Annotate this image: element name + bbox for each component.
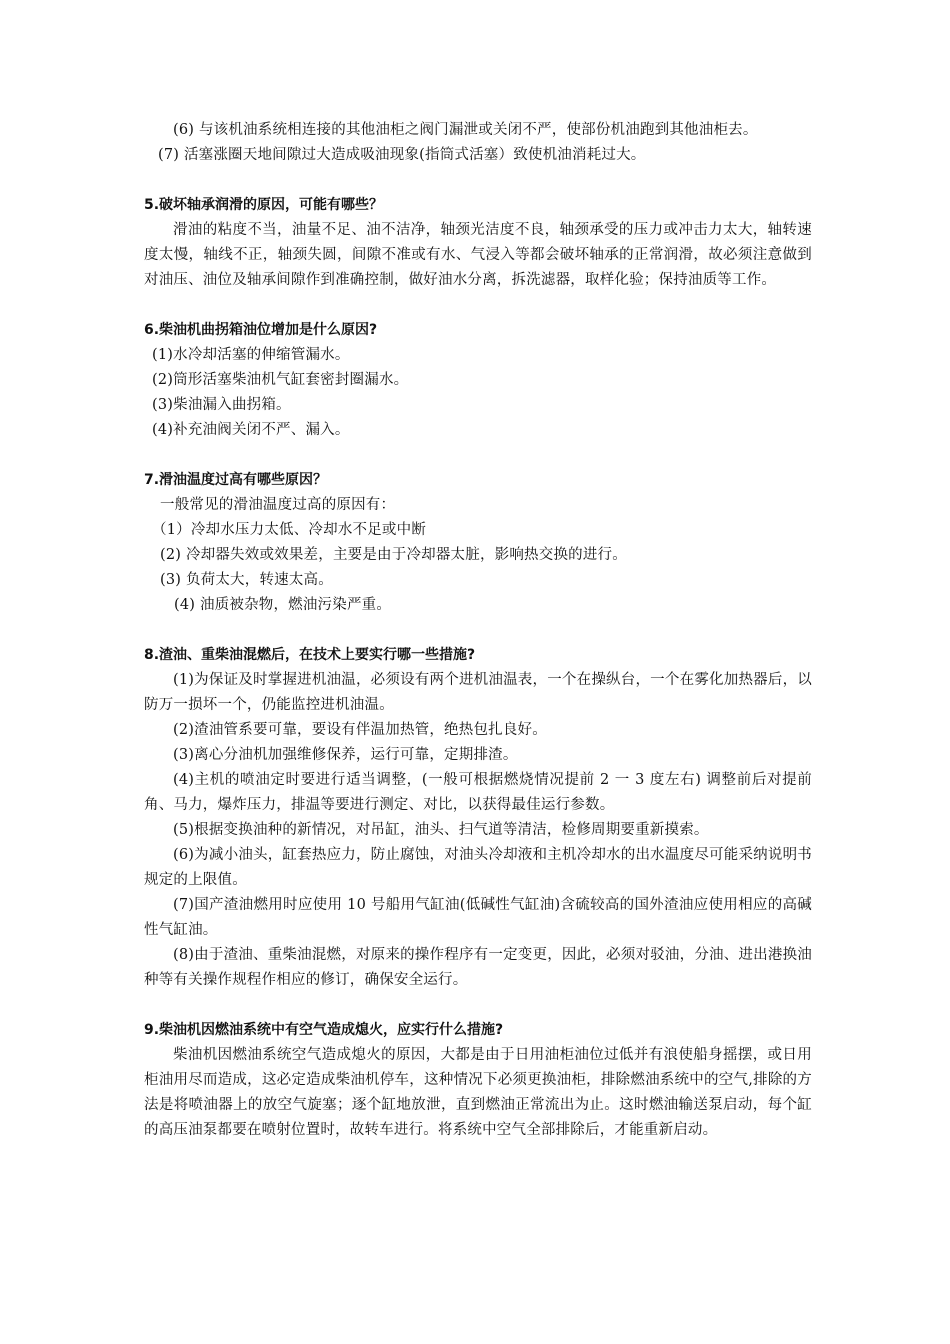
list-item: (2)筒形活塞柴油机气缸套密封圈漏水。	[152, 372, 409, 388]
paragraph: 一般常见的滑油温度过高的原因有：	[160, 497, 396, 513]
list-item: (7) 活塞涨圈天地间隙过大造成吸油现象(指筒式活塞）致使机油消耗过大。	[158, 147, 646, 163]
list-item: (4)主机的喷油定时要进行适当调整，(一般可根据燃烧情况提前 2 一 3 度左右) 调整前后对提前角、马力，爆炸压力，排温等要进行测定、对比，以获得最佳运行参数。	[144, 772, 812, 813]
list-item: (5)根据变换油种的新情况，对吊缸，油头、扫气道等清洁，检修周期要重新摸索。	[173, 822, 709, 838]
list-item: (3) 负荷太大，转速太高。	[160, 572, 333, 588]
section-heading: 8.渣油、重柴油混燃后，在技术上要实行哪一些措施?	[144, 647, 476, 663]
section-heading: 6.柴油机曲拐箱油位增加是什么原因?	[144, 322, 378, 338]
list-item: (2) 冷却器失效或效果差，主要是由于冷却器太脏，影响热交换的进行。	[160, 547, 627, 563]
list-item: (1)为保证及时掌握进机油温，必须设有两个进机油温表，一个在操纵台，一个在雾化加热器后，以防万一损坏一个，仍能监控进机油温。	[144, 672, 812, 713]
list-item: (7)国产渣油燃用时应使用 10 号船用气缸油(低碱性气缸油)含硫较高的国外渣油应使用相应的高碱性气缸油。	[144, 897, 812, 938]
section-heading: 7.滑油温度过高有哪些原因？	[144, 472, 328, 488]
list-item: (3)离心分油机加强维修保养，运行可靠，定期排渣。	[173, 747, 518, 763]
list-item: (3)柴油漏入曲拐箱。	[152, 397, 291, 413]
list-item: (8)由于渣油、重柴油混燃，对原来的操作程序有一定变更，因此，必须对驳油，分油、进出港换油种等有关操作规程作相应的修订，确保安全运行。	[144, 947, 812, 988]
section-heading: 9.柴油机因燃油系统中有空气造成熄火，应实行什么措施?	[144, 1022, 504, 1038]
list-item: (4)补充油阀关闭不严、漏入。	[152, 422, 350, 438]
list-item: (2)渣油管系要可靠，要设有伴温加热管，绝热包扎良好。	[173, 722, 547, 738]
list-item: (6)为减小油头，缸套热应力，防止腐蚀，对油头冷却液和主机冷却水的出水温度尽可能采纳说明书规定的上限值。	[144, 847, 812, 888]
paragraph: 柴油机因燃油系统空气造成熄火的原因，大都是由于日用油柜油位过低并有浪使船身摇摆，或日用柜油用尽而造成，这必定造成柴油机停车，这种情况下必须更换油柜，排除燃油系统中的空气,排除的方法是将喷油器上的放空气旋塞；逐个缸地放泄，直到燃油正常流出为止。这时燃油输送泵启动，每个缸的高压油泵都要在喷射位置时，故转车进行。将系统中空气全部排除后，才能重新启动。	[144, 1047, 812, 1138]
list-item: (4) 油质被杂物，燃油污染严重。	[174, 597, 392, 613]
list-item: (1)水冷却活塞的伸缩管漏水。	[152, 347, 350, 363]
list-item: （1）冷却水压力太低、冷却水不足或中断	[152, 522, 427, 538]
list-item: (6) 与该机油系统相连接的其他油柜之阀门漏泄或关闭不严，使部份机油跑到其他油柜去。	[173, 122, 758, 138]
section-heading: 5.破坏轴承润滑的原因，可能有哪些？	[144, 197, 384, 213]
document-page	[144, 118, 812, 1143]
paragraph: 滑油的粘度不当，油量不足、油不洁净，轴颈光洁度不良，轴颈承受的压力或冲击力太大，轴转速度太慢，轴线不正，轴颈失圆，间隙不准或有水、气浸入等都会破坏轴承的正常润滑，故必须注意做到对油压、油位及轴承间隙作到准确控制，做好油水分离，拆洗滤器，取样化验；保持油质等工作。	[144, 222, 812, 288]
